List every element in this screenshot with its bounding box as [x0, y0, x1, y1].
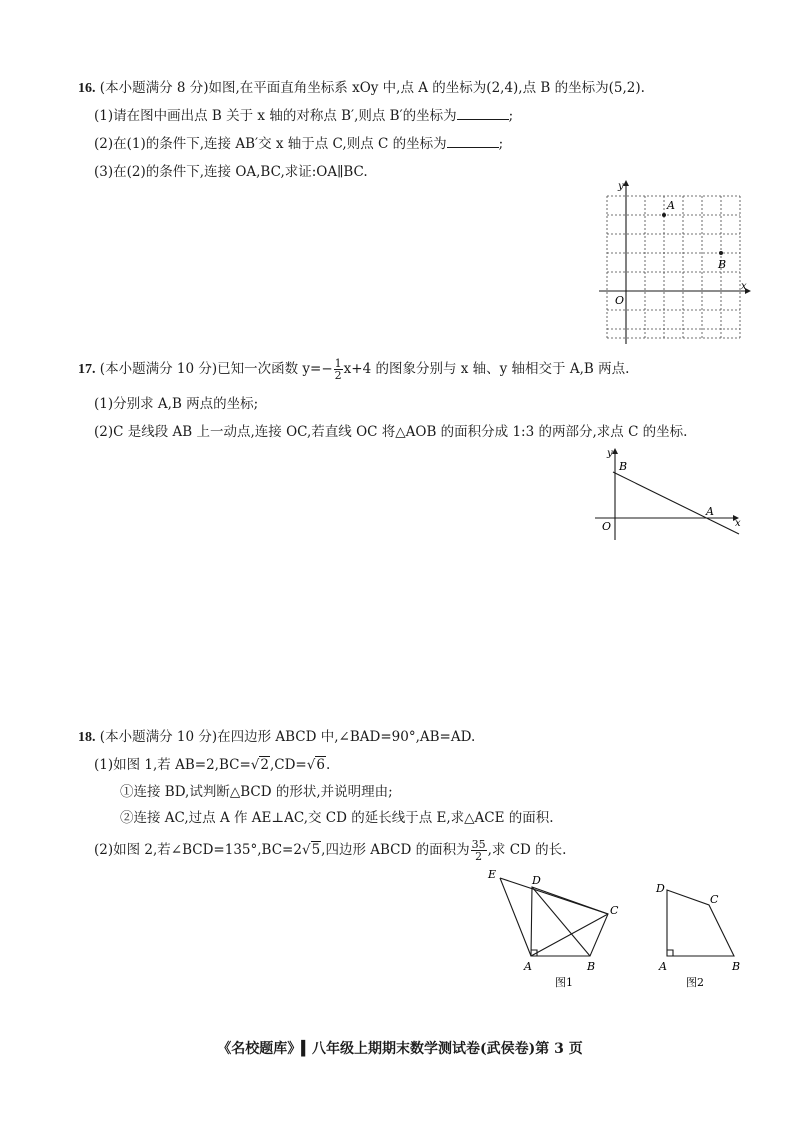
point-a-label: A: [667, 199, 675, 212]
quadrilateral-with-diagonals: [500, 878, 608, 956]
point-a-label: A: [659, 960, 667, 973]
point-a-label: A: [706, 505, 714, 518]
point-b-label: B: [619, 460, 628, 473]
q18-part1-text: (1)如图 1,若 AB=2,BC=: [94, 757, 251, 773]
x-axis-label: x: [741, 281, 747, 292]
q16-part1: [94, 104, 513, 124]
q18-part1: (1)如图 1,若 AB=2,BC=√2,CD=√6.: [94, 757, 331, 773]
q17-line-figure: [595, 442, 745, 542]
q18-figure-2: [650, 876, 750, 991]
q18-part1-end: .: [325, 757, 331, 773]
x-axis-label: x: [735, 518, 741, 529]
radicand: 2: [260, 757, 269, 773]
point-c-label: C: [710, 893, 719, 906]
fraction: [334, 358, 343, 381]
point-b-label: B: [587, 960, 596, 973]
point-a-label: A: [524, 960, 532, 973]
radicand: 6: [316, 757, 325, 773]
axes: [599, 180, 751, 344]
q17-stem-start: (本小题满分 10 分)已知一次函数 y=−: [99, 361, 333, 377]
q16-stem: (本小题满分 8 分)如图,在平面直角坐标系 xOy 中,点 A 的坐标为(2,4),点 B 的坐标为(5,2).: [99, 80, 645, 96]
q16-grid-figure: [595, 180, 755, 340]
q17-stem-line: [78, 357, 629, 381]
right-angle-mark: [667, 950, 673, 956]
numerator: 1: [334, 357, 342, 370]
figure-2-caption: 图2: [686, 976, 704, 989]
q16-part2-end: ;: [498, 136, 504, 152]
axes: [595, 448, 739, 540]
point-a: [662, 213, 666, 217]
q16-part1-text: (1)请在图中画出点 B 关于 x 轴的对称点 B′,则点 B′的坐标为: [94, 108, 457, 124]
fraction: [471, 839, 487, 862]
q16-part3: (3)在(2)的条件下,连接 OA,BC,求证:OA∥BC.: [94, 164, 368, 180]
q18-figure-1: [480, 866, 630, 991]
denominator: 2: [334, 369, 342, 382]
q16-part2-text: (2)在(1)的条件下,连接 AB′交 x 轴于点 C,则点 C 的坐标为: [94, 136, 447, 152]
point-e-label: E: [488, 868, 497, 881]
radicand: 5: [311, 842, 321, 858]
answer-blank: [457, 107, 509, 120]
q18-stem: (本小题满分 10 分)在四边形 ABCD 中,∠BAD=90°,AB=AD.: [99, 729, 476, 745]
page-footer: 《名校题库》▍八年级上期期末数学测试卷(武侯卷)第 3 页: [217, 1041, 583, 1057]
point-c-label: C: [610, 904, 619, 917]
point-d-label: D: [656, 882, 665, 895]
point-b: [719, 251, 723, 255]
numerator: 35: [471, 838, 486, 851]
origin-label: O: [602, 520, 612, 533]
point-d-label: D: [532, 874, 541, 887]
q16-stem-line: [78, 76, 645, 97]
point-b-label: B: [718, 258, 727, 271]
function-line: [613, 472, 739, 534]
q16-number: 16.: [78, 81, 96, 96]
q17-stem-end: x+4 的图象分别与 x 轴、y 轴相交于 A,B 两点.: [343, 361, 630, 377]
q18-sub2: ②连接 AC,过点 A 作 AE⊥AC,交 CD 的延长线于点 E,求△ACE 的面积.: [120, 810, 554, 826]
quadrilateral: [667, 890, 734, 956]
figure-1-caption: 图1: [555, 976, 573, 989]
q18-part2-end: ,求 CD 的长.: [487, 842, 567, 858]
q17-part1: (1)分别求 A,B 两点的坐标;: [94, 396, 259, 412]
answer-blank: [447, 135, 499, 148]
q18-stem-line: [78, 725, 475, 746]
y-axis-label: y: [618, 181, 624, 192]
q16-part2: [94, 132, 503, 152]
origin-label: O: [615, 294, 625, 307]
denominator: 2: [475, 850, 483, 863]
q18-sub1: ①连接 BD,试判断△BCD 的形状,并说明理由;: [120, 784, 393, 800]
q18-number: 18.: [78, 730, 96, 745]
q18-part1-mid: ,CD=: [269, 757, 307, 773]
q18-part2-text: (2)如图 2,若∠BCD=135°,BC=2: [94, 842, 302, 858]
y-axis-label: y: [607, 448, 613, 459]
point-b-label: B: [732, 960, 741, 973]
q17-number: 17.: [78, 362, 96, 377]
q18-part2-mid: ,四边形 ABCD 的面积为: [321, 842, 470, 858]
q18-part2: (2)如图 2,若∠BCD=135°,BC=2√5,四边形 ABCD 的面积为 $\frac{35}{2}$ ,求 CD 的长.: [94, 838, 567, 863]
q17-part2: (2)C 是线段 AB 上一动点,连接 OC,若直线 OC 将△AOB 的面积分成 1:3 的两部分,求点 C 的坐标.: [94, 424, 688, 440]
q16-part1-end: ;: [508, 108, 514, 124]
